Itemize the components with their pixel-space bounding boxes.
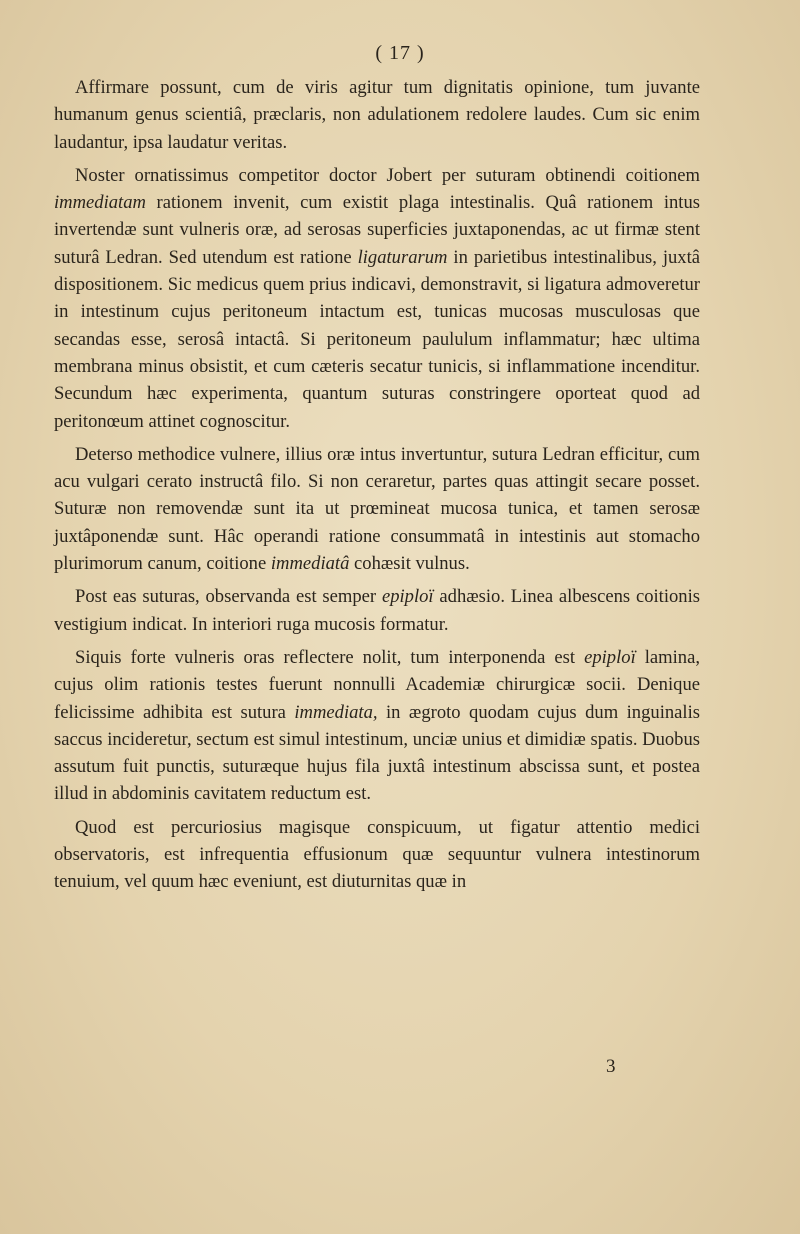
paragraph bbox=[54, 162, 700, 435]
signature-mark: 3 bbox=[606, 1056, 616, 1077]
text-run: cohæsit vulnus. bbox=[349, 553, 470, 575]
paragraph bbox=[54, 814, 700, 896]
italic-term: ligaturarum bbox=[357, 246, 448, 268]
paragraph bbox=[54, 583, 700, 638]
text-run: adhæsio. Linea albescens coitionis vestigium indicat. In interiori ruga mucosis formatur. bbox=[54, 586, 701, 635]
page-number: ( 17 ) bbox=[375, 42, 425, 64]
italic-term: epiploï bbox=[584, 646, 636, 668]
italic-term: immediatam bbox=[54, 192, 146, 214]
italic-term: immediatâ bbox=[270, 553, 350, 575]
paragraph bbox=[54, 644, 700, 808]
italic-term: epiploï bbox=[381, 586, 434, 608]
text-run: rationem invenit, cum existit plaga intestinalis. Quâ rationem intus invertendæ sunt vulneris oræ, ad serosas superficies juxtaponendas, ac ut firmæ stent suturâ Ledran. Sed utendum est ratione bbox=[54, 192, 700, 268]
text-block bbox=[54, 74, 700, 896]
text-run: Noster ornatissimus competitor doctor Jobert per suturam obtinendi coitionem bbox=[75, 164, 700, 186]
text-run: Siquis forte vulneris oras reflectere nolit, tum interponenda est bbox=[75, 646, 585, 668]
text-run: Quod est percuriosius magisque conspicuum, ut figatur attentio medici observatoris, est infrequentia effusionum quæ sequuntur vulnera intestinorum tenuium, vel quum hæc eveniunt, est diuturnitas quæ in bbox=[54, 816, 700, 893]
italic-term: immediata, bbox=[294, 701, 378, 723]
text-run: lamina, cujus olim rationis testes fuerunt nonnulli Academiæ chirurgicæ socii. Denique felicissime adhibita est sutura bbox=[54, 646, 701, 723]
text-run: Affirmare possunt, cum de viris agitur tum dignitatis opinione, tum juvante humanum genus scientiâ, præclaris, non adulationem redolere laudes. Cum sic enim laudantur, ipsa laudatur veritas. bbox=[54, 77, 700, 153]
paragraph bbox=[54, 441, 700, 577]
text-run: in ægroto quodam cujus dum inguinalis saccus incideretur, sectum est simul intestinum, unciæ unius et dimidiæ spatis. Duobus assutum fuit punctis, suturæque hujus fila juxtâ intestinum abscissa sunt, et postea illud in abdominis cavitatem reductum est. bbox=[54, 701, 700, 805]
text-run: Post eas suturas, observanda est semper bbox=[75, 586, 382, 608]
text-run: in parietibus intestinalibus, juxtâ dispositionem. Sic medicus quem prius indicavi, demonstravit, si ligatura admoveretur in intestinum cujus peritoneum intactum est, tunicas mucosas musculosas que secandas esse, serosâ intactâ. Si peritoneum paululum inflammatur; hæc ultima membrana minus obsistit, et cum cæteris secatur tunicis, si inflammatione incenditur. Secundum hæc experimenta, quantum suturas constringere oporteat quod ad peritonœum attinet cognoscitur. bbox=[54, 246, 700, 432]
text-run: Deterso methodice vulnere, illius oræ intus invertuntur, sutura Ledran efficitur, cum acu vulgari cerato instructâ filo. Si non ceraretur, partes quas attingit secare posset. Suturæ non removendæ sunt ita ut prœmineat mucosa tunica, et tamen serosæ juxtâponendæ sunt. Hâc operandi ratione consummatâ in intestinis aut stomacho plurimorum canum, coitione bbox=[54, 443, 700, 575]
paragraph bbox=[54, 74, 700, 156]
